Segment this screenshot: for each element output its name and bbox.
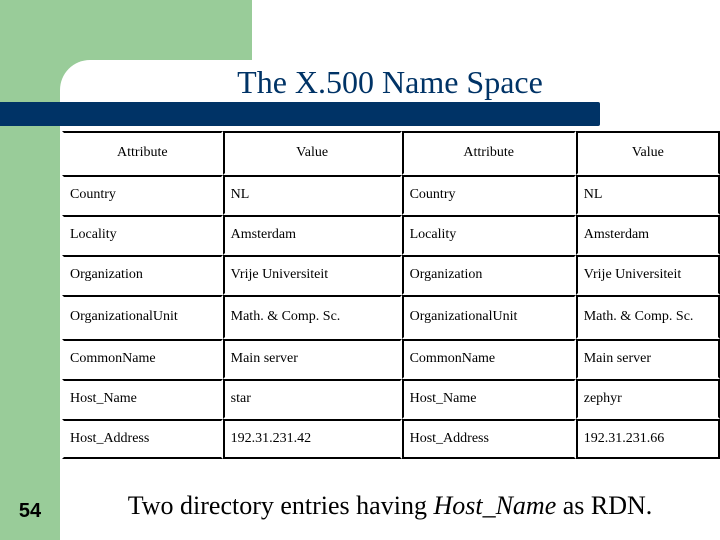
table-cell: Math. & Comp. Sc. <box>223 295 402 339</box>
caption-emphasis: Host_Name <box>433 491 557 520</box>
slide-title: The X.500 Name Space <box>237 64 543 100</box>
caption-text-before: Two directory entries having <box>127 491 434 520</box>
table-cell: star <box>223 379 402 419</box>
table-cell: Host_Name <box>402 379 576 419</box>
table-cell: CommonName <box>402 339 576 379</box>
table-cell: Main server <box>576 339 720 379</box>
table-cell: 192.31.231.42 <box>223 419 402 459</box>
table-cell: Vrije Universiteit <box>576 255 720 295</box>
table-cell: Vrije Universiteit <box>223 255 402 295</box>
slide-number: 54 <box>18 500 42 522</box>
table-cell: Host_Address <box>402 419 576 459</box>
table-cell: CommonName <box>62 339 223 379</box>
table-row <box>62 419 720 459</box>
table-cell: Host_Name <box>62 379 223 419</box>
slide-caption <box>60 486 720 526</box>
column-header: Attribute <box>62 131 223 175</box>
column-header: Value <box>223 131 402 175</box>
table-cell: Country <box>62 175 223 215</box>
table-cell: 192.31.231.66 <box>576 419 720 459</box>
table-row <box>62 255 720 295</box>
table-cell: Amsterdam <box>223 215 402 255</box>
table-cell: OrganizationalUnit <box>62 295 223 339</box>
table-row <box>62 175 720 215</box>
table-cell: Math. & Comp. Sc. <box>576 295 720 339</box>
table-cell: Amsterdam <box>576 215 720 255</box>
column-header: Attribute <box>402 131 576 175</box>
decorative-green-strip <box>0 0 60 540</box>
table-cell: Locality <box>62 215 223 255</box>
table-cell: Organization <box>402 255 576 295</box>
table-cell: Country <box>402 175 576 215</box>
column-header: Value <box>576 131 720 175</box>
table-cell: Main server <box>223 339 402 379</box>
table-row <box>62 215 720 255</box>
table-row <box>62 379 720 419</box>
attribute-table <box>62 131 720 459</box>
caption-text-after: as RDN. <box>556 491 653 520</box>
table-cell: zephyr <box>576 379 720 419</box>
table-cell: NL <box>223 175 402 215</box>
table-row <box>62 339 720 379</box>
title-underline-bar <box>0 102 600 126</box>
table-cell: Organization <box>62 255 223 295</box>
table-cell: OrganizationalUnit <box>402 295 576 339</box>
table-cell: NL <box>576 175 720 215</box>
table-cell: Locality <box>402 215 576 255</box>
table-cell: Host_Address <box>62 419 223 459</box>
table-row <box>62 295 720 339</box>
table-header-row <box>62 131 720 175</box>
